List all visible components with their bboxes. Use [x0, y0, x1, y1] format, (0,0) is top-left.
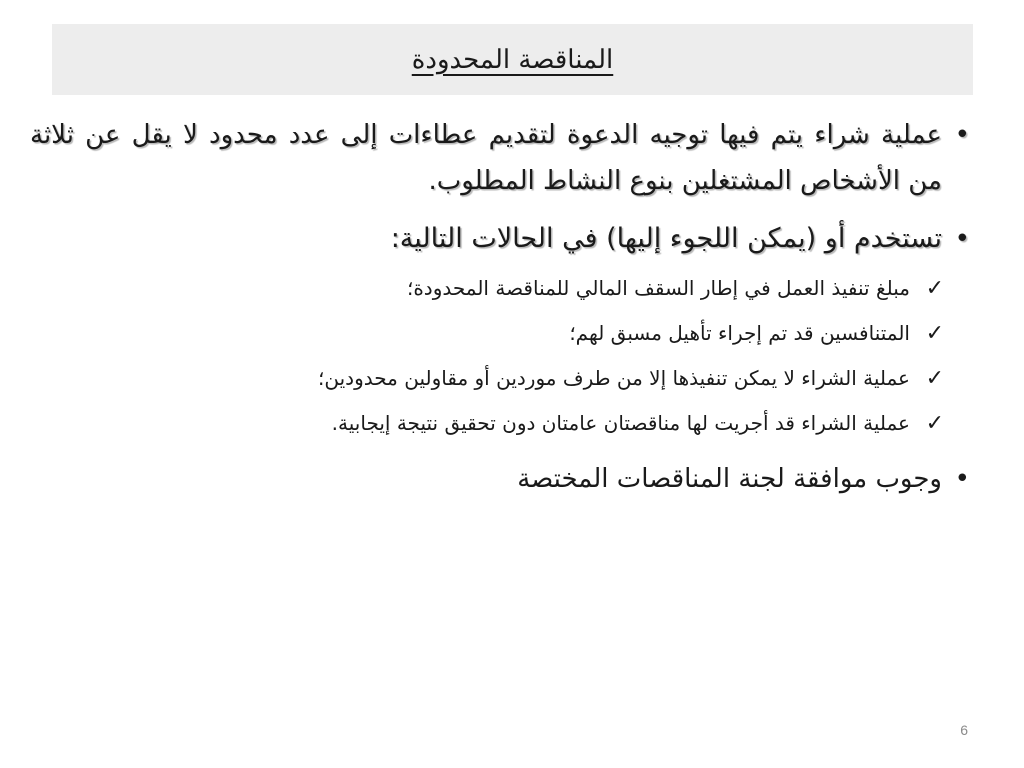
sub-item-text: عملية الشراء لا يمكن تنفيذها إلا من طرف موردين أو مقاولين محدودين؛: [318, 366, 910, 390]
bullet-dot-icon: •: [954, 120, 970, 150]
title-bar: [52, 24, 973, 95]
bullet-text-usage-cases: تستخدم أو (يمكن اللجوء إليها) في الحالات التالية:: [390, 223, 942, 254]
bullet-text-committee-approval: وجوب موافقة لجنة المناقصات المختصة: [517, 464, 942, 494]
bullet-text-definition: عملية شراء يتم فيها توجيه الدعوة لتقديم عطاءات إلى عدد محدود لا يقل عن ثلاثة من الأشخاص المشتغلين بنوع النشاط المطلوب.: [30, 120, 942, 196]
sub-item: [30, 311, 944, 356]
sub-item-text: المتنافسين قد تم إجراء تأهيل مسبق لهم؛: [569, 321, 910, 345]
bullet-item-committee-approval: [30, 456, 970, 502]
checkmark-icon: ✓: [925, 366, 944, 391]
bullet-item-usage-cases: [30, 216, 970, 262]
checkmark-icon: ✓: [925, 321, 944, 346]
sub-item-text: مبلغ تنفيذ العمل في إطار السقف المالي للمناقصة المحدودة؛: [406, 276, 910, 300]
slide-content: [30, 112, 970, 502]
page-number: 6: [960, 722, 968, 738]
sub-item: [30, 356, 944, 401]
bullet-dot-icon: •: [954, 464, 970, 494]
bullet-dot-icon: •: [954, 224, 970, 254]
slide-title: المناقصة المحدودة: [411, 44, 614, 75]
sub-item: [30, 266, 944, 311]
checkmark-icon: ✓: [925, 411, 944, 436]
sub-item: [30, 401, 944, 446]
sub-item-text: عملية الشراء قد أجريت لها مناقصتان عامتان دون تحقيق نتيجة إيجابية.: [331, 411, 910, 435]
bullet-item-definition: [30, 112, 970, 204]
sub-list: [30, 266, 970, 446]
checkmark-icon: ✓: [925, 276, 944, 301]
